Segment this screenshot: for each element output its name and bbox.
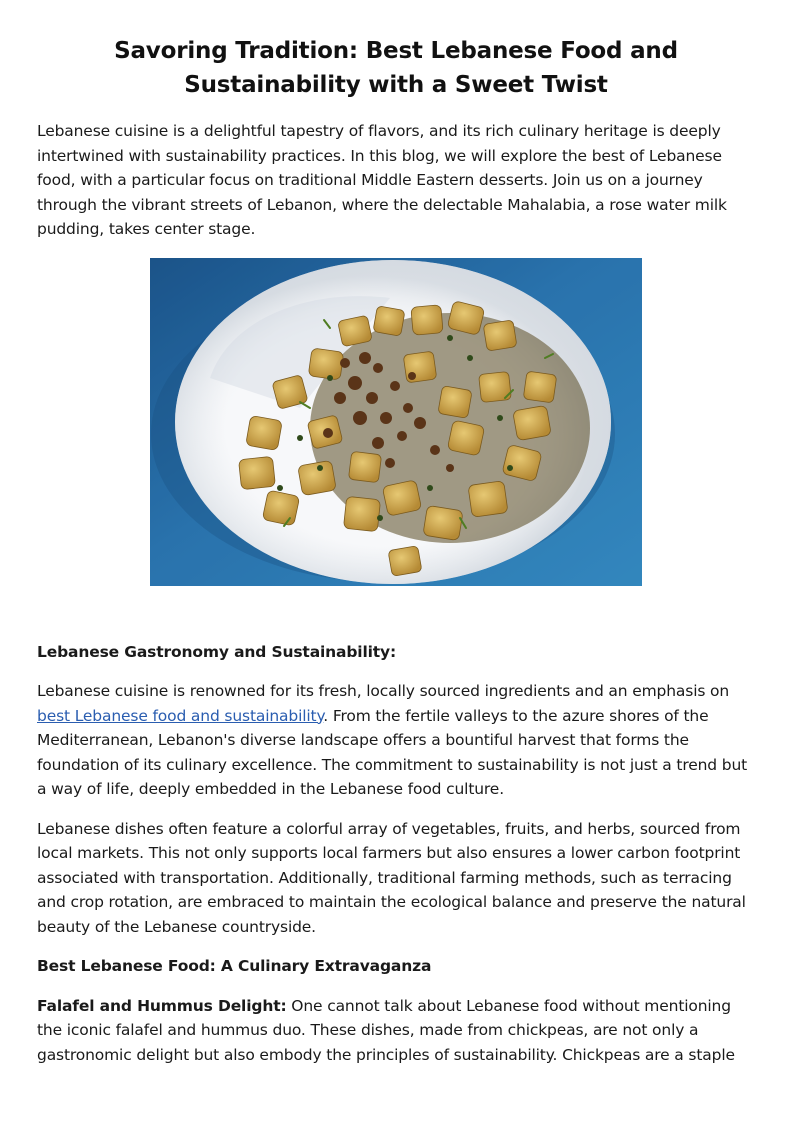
article-title: Savoring Tradition: Best Lebanese Food and Sustainability with a Sweet Twist <box>114 38 678 98</box>
article <box>37 34 755 1067</box>
paragraph-text: . From the fertile valleys to the azure shores of the Mediterranean, Lebanon's diverse landscape offers a bountiful harvest that forms the foundation of its culinary excellence. The commitment to sustainability is not just a trend but a way of life, deeply embedded in the Lebanese food culture. <box>37 706 748 798</box>
food-photo <box>150 258 642 586</box>
paragraph-gastronomy-1 <box>37 679 755 802</box>
intro-paragraph: Lebanese cuisine is a delightful tapestry of flavors, and its rich culinary heritage is deeply intertwined with sustainability practices. In this blog, we will explore the best of Lebanese food, with a particular focus on traditional Middle Eastern desserts. Join us on a journey through the vibrant streets of Lebanon, where the delectable Mahalabia, a rose water milk pudding, takes center stage. <box>37 122 727 238</box>
section-heading-best-food: Best Lebanese Food: A Culinary Extravaganza <box>37 957 432 975</box>
paragraph-text: Lebanese cuisine is renowned for its fresh, locally sourced ingredients and an emphasis on <box>37 682 730 700</box>
article-figure <box>37 258 755 586</box>
best-lebanese-food-link[interactable]: best Lebanese food and sustainability <box>37 706 324 725</box>
paragraph-falafel-hummus <box>37 994 755 1068</box>
paragraph-lead: Falafel and Hummus Delight: <box>37 996 287 1015</box>
paragraph-gastronomy-2: Lebanese dishes often feature a colorful array of vegetables, fruits, and herbs, sourced from local markets. This not only supports local farmers but also ensures a lower carbon footprint associated with transportation. Additionally, traditional farming methods, such as terracing and crop rotation, are embraced to maintain the ecological balance and preserve the natural beauty of the Lebanese countryside. <box>37 819 746 936</box>
section-heading-gastronomy: Lebanese Gastronomy and Sustainability: <box>37 642 397 661</box>
paragraph-text: One cannot talk about Lebanese food without mentioning the iconic falafel and hummus duo. These dishes, made from chickpeas, are not only a gastronomic delight but also embody the principles of sustainability. Chickpeas are a staple <box>37 996 735 1064</box>
